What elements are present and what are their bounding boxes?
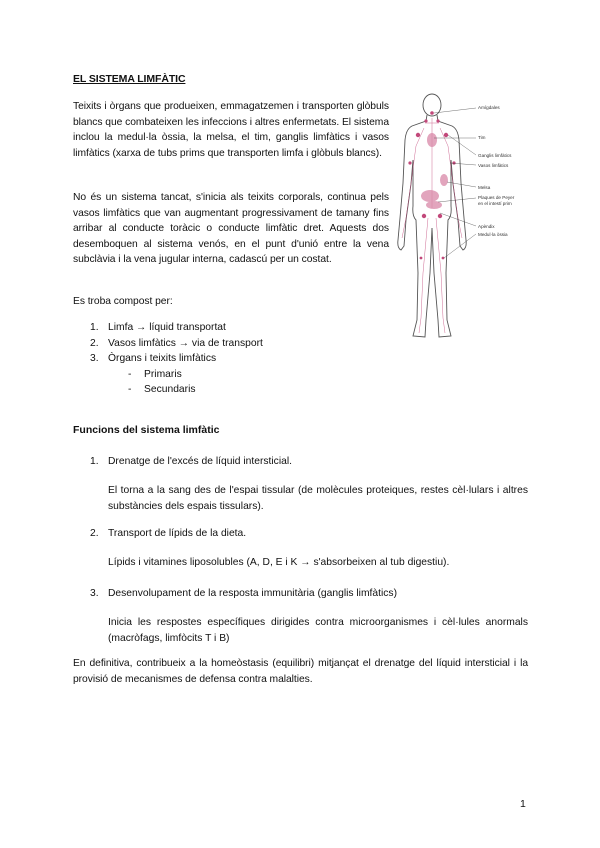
label-ganglis: Ganglis limfàtics [478, 153, 512, 158]
list-item: 1. Limfa → líquid transportat [90, 322, 226, 333]
function-description: Inicia les respostes específiques dirigides contra microorganismes i cèl·lules anormals (macròfags, limfòcits T i B) [108, 617, 528, 644]
figure-labels [478, 105, 515, 237]
function-description: El torna a la sang des de l'espai tissular (de molècules proteiques, restes cèl·lulars i altres substàncies dels espais tissulars). [108, 485, 528, 512]
intro-paragraph-2: No és un sistema tancat, s'inicia als teixits corporals, continua pels vasos limfàtics que van augmentant progressivament de tamany fins arribar al conducte toràcic o conducte limfàtic dret. Aquests dos desemboquen al sistema venós, en el punt d'unió entre la vena subclàvia i la vena jugular interna, cadascú per un costat. [73, 192, 389, 266]
list-item: 2. Vasos limfàtics → via de transport [90, 337, 263, 349]
function-item: 1. Drenatge de l'excés de líquid intersticial. [90, 456, 292, 467]
sub-list-item: - Secundaris [128, 384, 196, 396]
label-apendix: Apèndix [478, 224, 495, 229]
function-description: Lípids i vitamines liposolubles (A, D, E i K → s'absorbeixen al tub digestiu). [108, 557, 450, 568]
functions-heading: Funcions del sistema limfàtic [73, 424, 220, 436]
label-amigdales: Amígdales [478, 105, 500, 110]
lymph-vessels [402, 118, 462, 333]
label-tim: Tim [478, 135, 486, 140]
sub-list-item: - Primaris [128, 368, 182, 380]
lymphatic-body-illustration [392, 88, 572, 350]
conclusion-paragraph: En definitiva, contribueix a la homeòstasis (equilibri) mitjançat el drenatge del líquid intersticial i la provisió de mecanismes de defensa contra malalties. [73, 658, 528, 685]
document-title: EL SISTEMA LIMFÀTIC [73, 73, 186, 85]
label-medulla: Medul·la òssia [478, 232, 508, 237]
components-list [90, 320, 263, 398]
function-item: 3. Desenvolupament de la resposta immunitària (ganglis limfàtics) [90, 588, 398, 599]
organs [421, 133, 448, 209]
function-item: 2. Transport de lípids de la dieta. [90, 528, 247, 539]
list-item: 3. Òrgans i teixits limfàtics [90, 353, 217, 365]
intro-paragraph-3: Es troba compost per: [73, 296, 173, 307]
intro-paragraph-1: Teixits i òrgans que produeixen, emmagatzemen i transporten glòbuls blancs que combateixen les infeccions i altres enfermetats. El sistema inclou la medul·la òssia, la melsa, el tim, ganglis limfàtics i vasos limfàtics (xarxa de tubs prims que transporten limfa i glòbuls blancs). [73, 101, 389, 159]
label-plaques: Plaques de Peyer [478, 195, 515, 200]
label-intesti: en el intestí prim [478, 201, 512, 206]
label-leader-lines [434, 108, 476, 258]
lymphatic-system-figure [392, 88, 572, 350]
label-vasos: Vasos limfàtics [478, 163, 509, 168]
page-number: 1 [520, 798, 526, 810]
label-melsa: Melsa [478, 185, 491, 190]
